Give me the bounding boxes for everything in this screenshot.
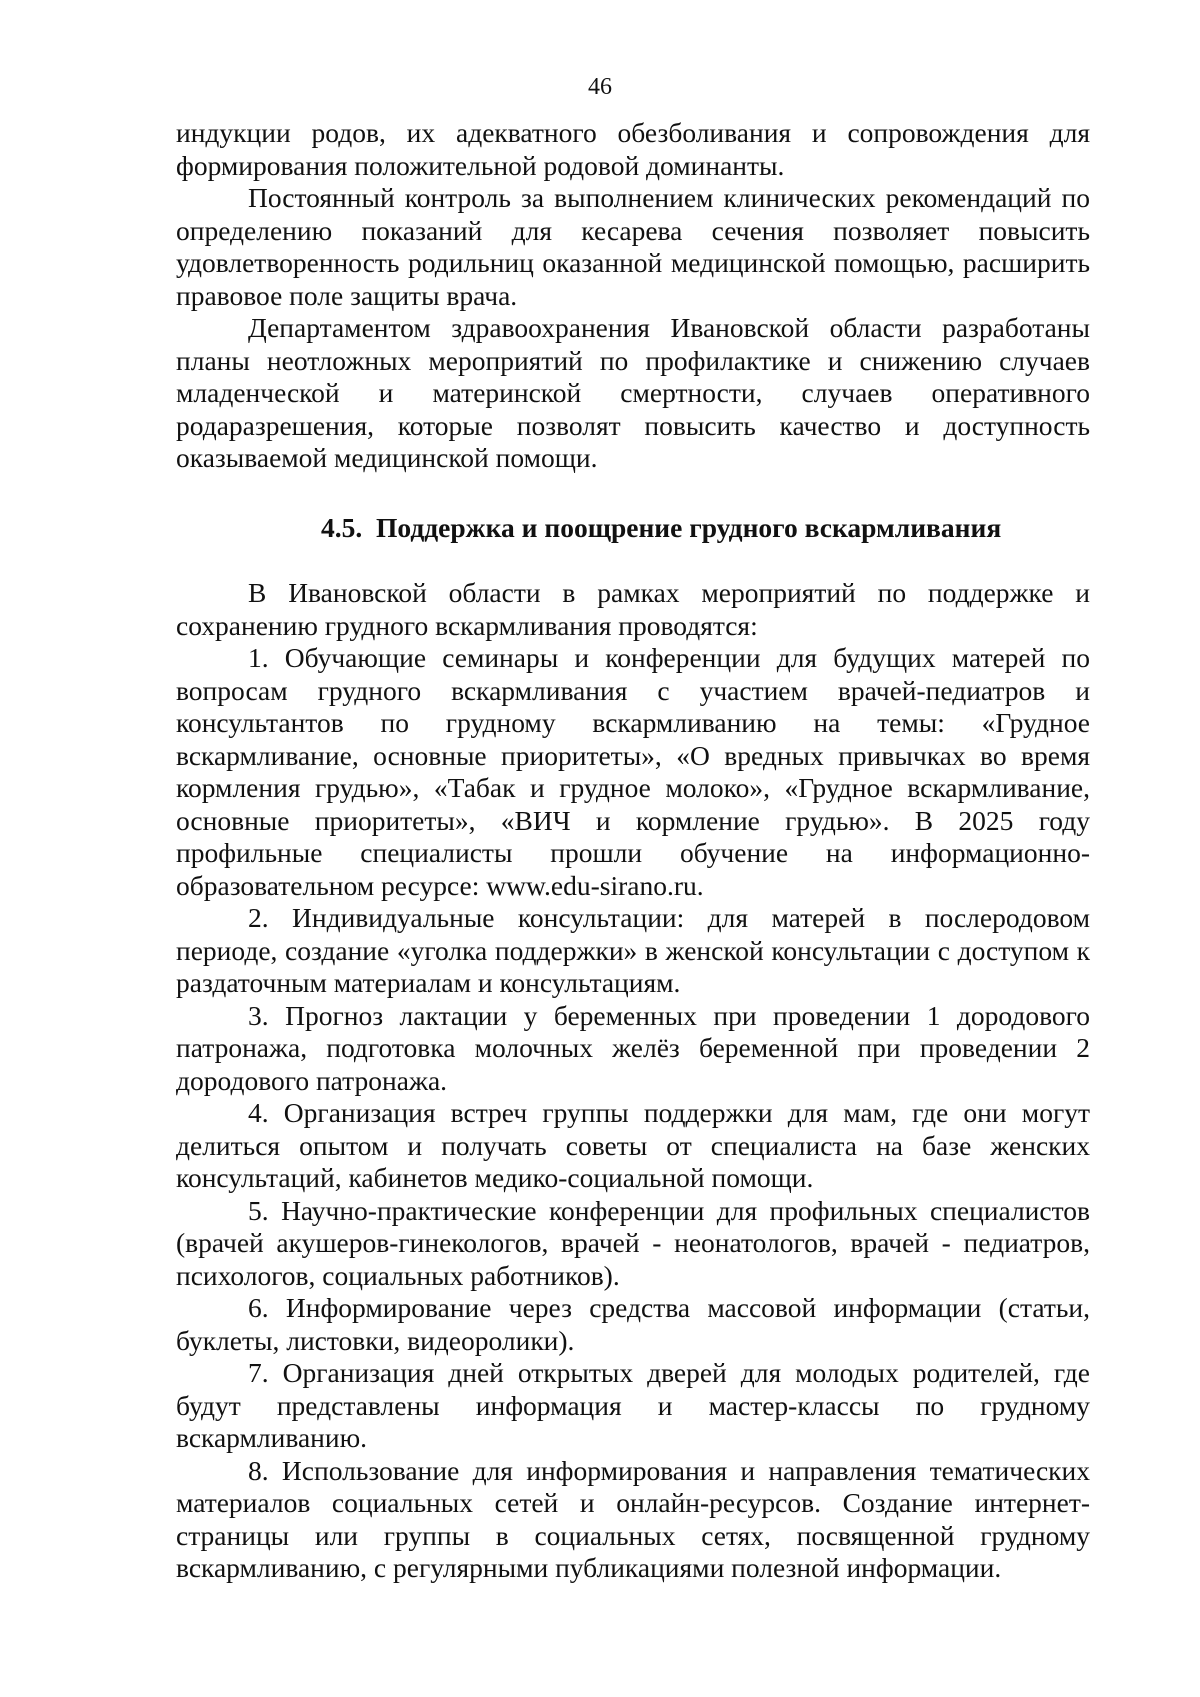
paragraph-caesarean-control: Постоянный контроль за выполнением клинических рекомендаций по определению показаний для кесарева сечения позволяет повысить удовлетворенность родильниц оказанной медицинской помощью, расширить правовое поле защиты врача. — [176, 182, 1090, 311]
list-item-1: 1. Обучающие семинары и конференции для будущих матерей по вопросам грудного вскармливания с участием врачей-педиатров и консультантов по грудному вскармливанию на темы: «Грудное вскармливание, основные приоритеты», «О вредных привычках во время кормления грудью», «Табак и грудное молоко», «Грудное вскармливание, основные приоритеты», «ВИЧ и кормление грудью». В 2025 году профильные специалисты прошли обучение на информационно-образовательном ресурсе: www.edu-sirano.ru. — [176, 642, 1090, 901]
list-item-2: 2. Индивидуальные консультации: для матерей в послеродовом периоде, создание «уголка поддержки» в женской консультации с доступом к раздаточным материалам и консультациям. — [176, 902, 1090, 998]
section-title: Поддержка и поощрение грудного вскармливания — [376, 511, 1002, 543]
list-item-4: 4. Организация встреч группы поддержки для мам, где они могут делиться опытом и получать советы от специалиста на базе женских консультаций, кабинетов медико-социальной помощи. — [176, 1097, 1090, 1193]
section-heading — [176, 512, 1090, 545]
list-item-3: 3. Прогноз лактации у беременных при проведении 1 дородового патронажа, подготовка молочных желёз беременной при проведении 2 дородового патронажа. — [176, 999, 1090, 1096]
paragraph-department-plans: Департаментом здравоохранения Ивановской области разработаны планы неотложных мероприятий по профилактике и снижению случаев младенческой и материнской смертности, случаев оперативного родаразрешения, которые позволят повысить качество и доступность оказываемой медицинской помощи. — [176, 312, 1090, 473]
page-number: 46 — [588, 74, 612, 100]
section-number: 4.5. — [321, 511, 363, 543]
list-item-5: 5. Научно-практические конференции для профильных специалистов (врачей акушеров-гинекологов, врачей - неонатологов, врачей - педиатров, психологов, социальных работников). — [176, 1194, 1090, 1291]
list-item-7: 7. Организация дней открытых дверей для молодых родителей, где будут представлены информация и мастер-классы по грудному вскармливанию. — [176, 1357, 1090, 1453]
paragraph-continuation: индукции родов, их адекватного обезболивания и сопровождения для формирования положительной родовой доминанты. — [176, 117, 1090, 181]
paragraph-intro: В Ивановской области в рамках мероприятий по поддержке и сохранению грудного вскармливания проводятся: — [176, 577, 1090, 641]
list-item-8: 8. Использование для информирования и направления тематических материалов социальных сетей и онлайн-ресурсов. Создание интернет-страницы или группы в социальных сетях, посвященной грудному вскармливанию, с регулярными публикациями полезной информации. — [176, 1454, 1090, 1583]
list-item-6: 6. Информирование через средства массовой информации (статьи, буклеты, листовки, видеоролики). — [176, 1292, 1090, 1356]
document-body — [176, 117, 1090, 1585]
